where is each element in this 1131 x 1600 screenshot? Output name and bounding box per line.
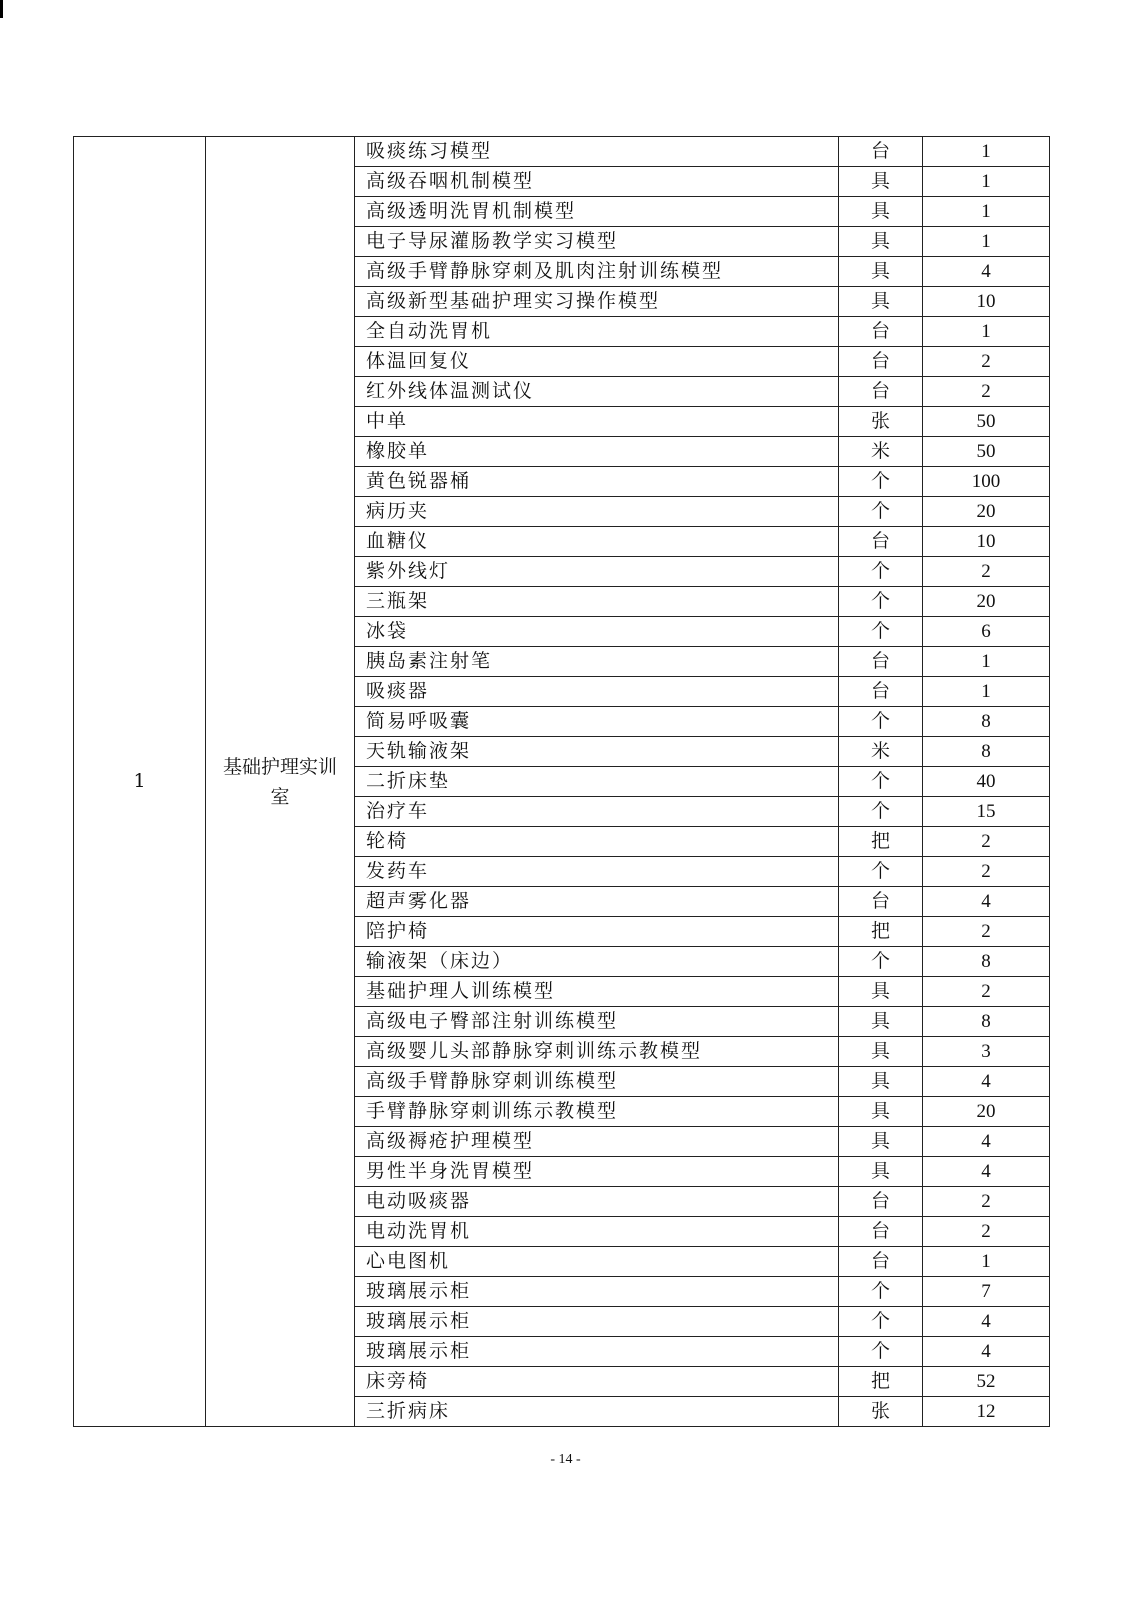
equipment-name: 体温回复仪: [355, 347, 839, 377]
equipment-quantity: 12: [923, 1397, 1050, 1427]
equipment-unit: 具: [839, 1067, 923, 1097]
equipment-quantity: 2: [923, 377, 1050, 407]
equipment-unit: 台: [839, 317, 923, 347]
equipment-name: 手臂静脉穿刺训练示教模型: [355, 1097, 839, 1127]
equipment-unit: 台: [839, 647, 923, 677]
equipment-quantity: 1: [923, 137, 1050, 167]
equipment-unit: 米: [839, 437, 923, 467]
equipment-name: 黄色锐器桶: [355, 467, 839, 497]
equipment-unit: 台: [839, 1247, 923, 1277]
equipment-unit: 个: [839, 1337, 923, 1367]
equipment-quantity: 1: [923, 677, 1050, 707]
row-group-number: 1: [74, 137, 206, 1427]
equipment-name: 基础护理人训练模型: [355, 977, 839, 1007]
equipment-name: 三瓶架: [355, 587, 839, 617]
equipment-unit: 个: [839, 497, 923, 527]
equipment-name: 高级吞咽机制模型: [355, 167, 839, 197]
equipment-unit: 个: [839, 467, 923, 497]
equipment-unit: 具: [839, 1037, 923, 1067]
equipment-quantity: 2: [923, 347, 1050, 377]
equipment-unit: 具: [839, 257, 923, 287]
equipment-unit: 台: [839, 887, 923, 917]
equipment-quantity: 10: [923, 287, 1050, 317]
equipment-quantity: 52: [923, 1367, 1050, 1397]
equipment-quantity: 4: [923, 1157, 1050, 1187]
equipment-unit: 具: [839, 227, 923, 257]
equipment-quantity: 1: [923, 317, 1050, 347]
equipment-unit: 台: [839, 527, 923, 557]
page-number: - 14 -: [550, 1452, 581, 1467]
equipment-unit: 具: [839, 167, 923, 197]
equipment-table: [73, 136, 1050, 1427]
equipment-unit: 台: [839, 1217, 923, 1247]
equipment-unit: 台: [839, 377, 923, 407]
equipment-unit: 个: [839, 857, 923, 887]
equipment-quantity: 8: [923, 947, 1050, 977]
equipment-quantity: 1: [923, 197, 1050, 227]
equipment-name: 玻璃展示柜: [355, 1277, 839, 1307]
equipment-unit: 具: [839, 287, 923, 317]
equipment-quantity: 50: [923, 437, 1050, 467]
equipment-name: 输液架（床边）: [355, 947, 839, 977]
equipment-name: 轮椅: [355, 827, 839, 857]
equipment-name: 男性半身洗胃模型: [355, 1157, 839, 1187]
equipment-quantity: 2: [923, 557, 1050, 587]
equipment-quantity: 4: [923, 1127, 1050, 1157]
equipment-quantity: 100: [923, 467, 1050, 497]
equipment-name: 中单: [355, 407, 839, 437]
equipment-quantity: 8: [923, 707, 1050, 737]
equipment-unit: 把: [839, 917, 923, 947]
equipment-unit: 个: [839, 557, 923, 587]
equipment-unit: 个: [839, 587, 923, 617]
equipment-unit: 台: [839, 137, 923, 167]
equipment-name: 床旁椅: [355, 1367, 839, 1397]
equipment-name: 橡胶单: [355, 437, 839, 467]
equipment-quantity: 8: [923, 1007, 1050, 1037]
equipment-quantity: 20: [923, 587, 1050, 617]
equipment-name: 高级婴儿头部静脉穿刺训练示教模型: [355, 1037, 839, 1067]
equipment-name: 电动吸痰器: [355, 1187, 839, 1217]
equipment-quantity: 1: [923, 1247, 1050, 1277]
equipment-quantity: 4: [923, 257, 1050, 287]
equipment-name: 高级透明洗胃机制模型: [355, 197, 839, 227]
equipment-quantity: 2: [923, 1187, 1050, 1217]
equipment-name: 冰袋: [355, 617, 839, 647]
equipment-quantity: 4: [923, 887, 1050, 917]
equipment-quantity: 2: [923, 857, 1050, 887]
equipment-quantity: 20: [923, 497, 1050, 527]
equipment-unit: 个: [839, 707, 923, 737]
equipment-unit: 个: [839, 767, 923, 797]
equipment-name: 电子导尿灌肠教学实习模型: [355, 227, 839, 257]
equipment-quantity: 50: [923, 407, 1050, 437]
equipment-quantity: 1: [923, 647, 1050, 677]
equipment-unit: 个: [839, 1307, 923, 1337]
equipment-name: 高级手臂静脉穿刺及肌肉注射训练模型: [355, 257, 839, 287]
equipment-name: 血糖仪: [355, 527, 839, 557]
equipment-unit: 把: [839, 827, 923, 857]
equipment-name: 红外线体温测试仪: [355, 377, 839, 407]
equipment-quantity: 4: [923, 1337, 1050, 1367]
equipment-name: 紫外线灯: [355, 557, 839, 587]
equipment-quantity: 10: [923, 527, 1050, 557]
equipment-name: 玻璃展示柜: [355, 1307, 839, 1337]
equipment-name: 心电图机: [355, 1247, 839, 1277]
equipment-quantity: 1: [923, 167, 1050, 197]
equipment-table-body: [74, 137, 1050, 1427]
equipment-unit: 具: [839, 1127, 923, 1157]
equipment-unit: 个: [839, 947, 923, 977]
equipment-name: 吸痰练习模型: [355, 137, 839, 167]
equipment-name: 二折床垫: [355, 767, 839, 797]
equipment-name: 全自动洗胃机: [355, 317, 839, 347]
equipment-unit: 具: [839, 197, 923, 227]
equipment-unit: 台: [839, 1187, 923, 1217]
equipment-unit: 具: [839, 1097, 923, 1127]
equipment-unit: 具: [839, 1007, 923, 1037]
equipment-quantity: 2: [923, 1217, 1050, 1247]
equipment-unit: 张: [839, 1397, 923, 1427]
equipment-name: 病历夹: [355, 497, 839, 527]
equipment-quantity: 20: [923, 1097, 1050, 1127]
equipment-name: 玻璃展示柜: [355, 1337, 839, 1367]
equipment-name: 治疗车: [355, 797, 839, 827]
equipment-name: 高级电子臀部注射训练模型: [355, 1007, 839, 1037]
equipment-name: 高级手臂静脉穿刺训练模型: [355, 1067, 839, 1097]
equipment-unit: 米: [839, 737, 923, 767]
equipment-unit: 具: [839, 1157, 923, 1187]
equipment-quantity: 1: [923, 227, 1050, 257]
equipment-unit: 个: [839, 1277, 923, 1307]
equipment-name: 陪护椅: [355, 917, 839, 947]
equipment-quantity: 2: [923, 827, 1050, 857]
equipment-quantity: 3: [923, 1037, 1050, 1067]
equipment-name: 电动洗胃机: [355, 1217, 839, 1247]
equipment-quantity: 2: [923, 977, 1050, 1007]
equipment-unit: 台: [839, 347, 923, 377]
page-corner-mark: [0, 0, 3, 18]
equipment-name: 发药车: [355, 857, 839, 887]
equipment-quantity: 4: [923, 1067, 1050, 1097]
equipment-unit: 个: [839, 797, 923, 827]
equipment-quantity: 7: [923, 1277, 1050, 1307]
equipment-quantity: 15: [923, 797, 1050, 827]
equipment-name: 吸痰器: [355, 677, 839, 707]
equipment-unit: 个: [839, 617, 923, 647]
equipment-quantity: 4: [923, 1307, 1050, 1337]
equipment-name: 高级褥疮护理模型: [355, 1127, 839, 1157]
equipment-quantity: 8: [923, 737, 1050, 767]
equipment-unit: 台: [839, 677, 923, 707]
equipment-unit: 具: [839, 977, 923, 1007]
equipment-unit: 把: [839, 1367, 923, 1397]
equipment-name: 简易呼吸囊: [355, 707, 839, 737]
equipment-quantity: 2: [923, 917, 1050, 947]
equipment-name: 胰岛素注射笔: [355, 647, 839, 677]
equipment-quantity: 40: [923, 767, 1050, 797]
equipment-name: 超声雾化器: [355, 887, 839, 917]
equipment-name: 天轨输液架: [355, 737, 839, 767]
training-room-name: 基础护理实训室: [206, 137, 355, 1427]
table-row: [74, 137, 1050, 167]
equipment-unit: 张: [839, 407, 923, 437]
equipment-quantity: 6: [923, 617, 1050, 647]
equipment-name: 高级新型基础护理实习操作模型: [355, 287, 839, 317]
equipment-name: 三折病床: [355, 1397, 839, 1427]
